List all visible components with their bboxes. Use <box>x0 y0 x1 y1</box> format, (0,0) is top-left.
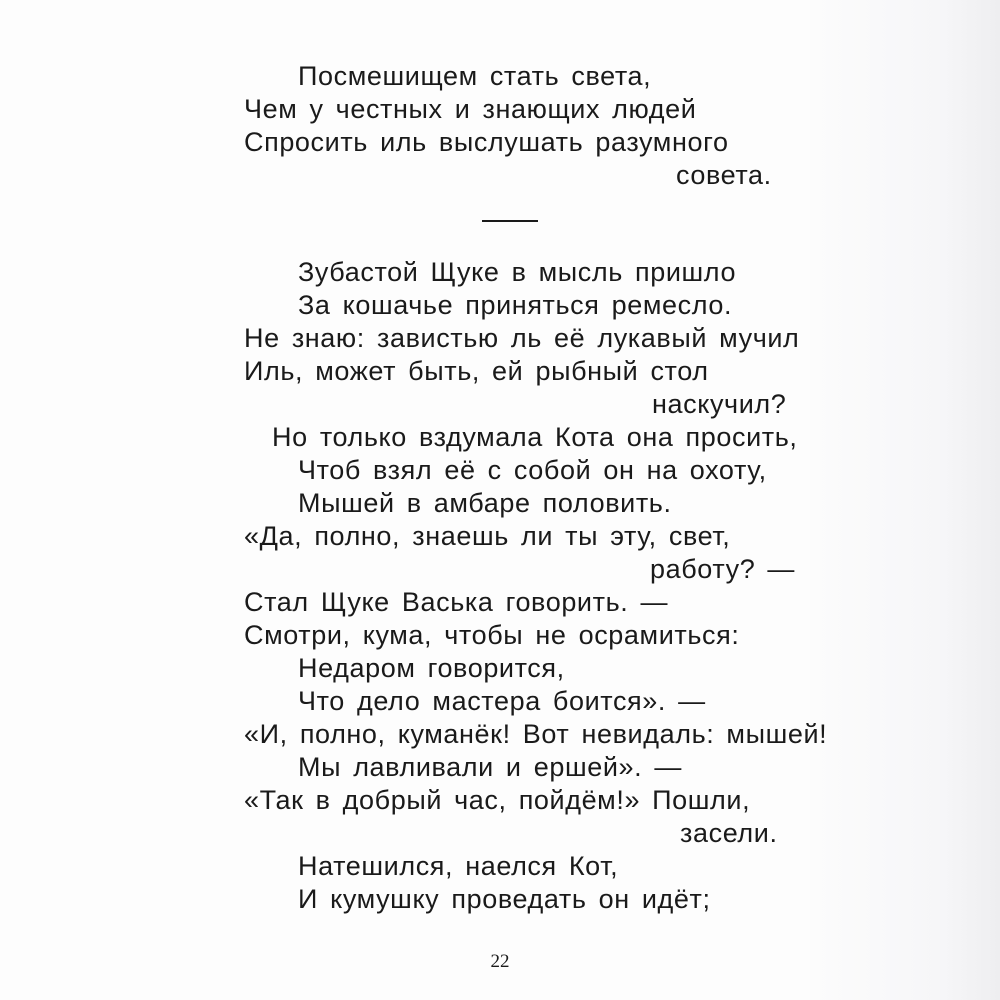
poem-line: Недаром говорится, <box>298 653 565 683</box>
poem-line: Мы лавливали и ершей». — <box>298 752 682 782</box>
poem-line: Мышей в амбаре половить. <box>298 488 672 518</box>
poem-line: Но только вздумала Кота она просить, <box>272 422 798 452</box>
poem-line: «Да, полно, знаешь ли ты эту, свет, <box>244 521 731 551</box>
poem-line: Стал Щуке Васька говорить. — <box>244 587 669 617</box>
poem-line: наскучил? <box>652 389 787 419</box>
section-divider <box>482 220 538 222</box>
poem-line: работу? — <box>650 554 796 584</box>
poem-line: Иль, может быть, ей рыбный стол <box>244 356 709 386</box>
poem-line: совета. <box>676 160 772 190</box>
poem-line: Зубастой Щуке в мысль пришло <box>298 257 737 287</box>
poem-line: «И, полно, куманёк! Вот невидаль: мышей! <box>244 719 828 749</box>
page-number: 22 <box>490 951 510 972</box>
poem-line: Не знаю: завистью ль её лукавый мучил <box>244 323 800 353</box>
poem-line: «Так в добрый час, пойдём!» Пошли, <box>244 785 751 815</box>
poem-line: Смотри, кума, чтобы не осрамиться: <box>244 620 740 650</box>
facing-page-edge <box>810 0 1000 1000</box>
poem-line: И кумушку проведать он идёт; <box>298 884 711 914</box>
poem-line: Натешился, наелся Кот, <box>298 851 619 881</box>
poem-line: Спросить иль выслушать разумного <box>244 127 729 157</box>
poem-line: Чем у честных и знающих людей <box>244 94 697 124</box>
poem-line: засели. <box>680 818 778 848</box>
poem-line: Что дело мастера боится». — <box>298 686 706 716</box>
poem-line: За кошачье приняться ремесло. <box>298 290 733 320</box>
poem-line: Посмешищем стать света, <box>298 61 652 91</box>
poem-line: Чтоб взял её с собой он на охоту, <box>298 455 767 485</box>
